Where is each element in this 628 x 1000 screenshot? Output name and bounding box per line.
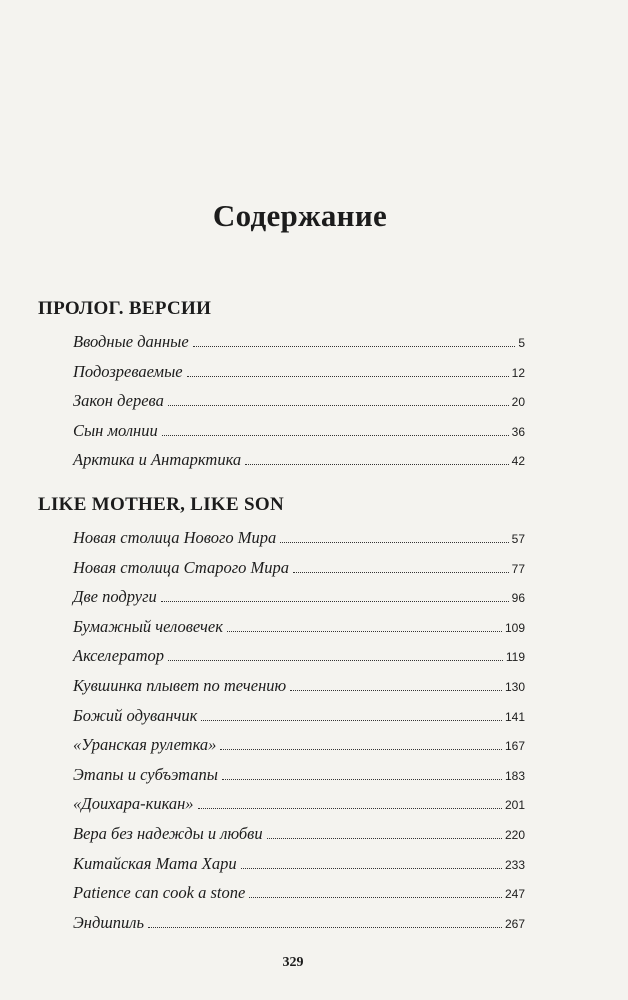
toc-entry bbox=[73, 794, 525, 824]
section-heading-like-mother: LIKE MOTHER, LIKE SON bbox=[38, 494, 284, 515]
toc-entry-page: 57 bbox=[511, 532, 525, 546]
toc-entry-title: Подозреваемые bbox=[73, 361, 183, 381]
toc-entry-page: 167 bbox=[504, 739, 525, 754]
toc-entry bbox=[73, 676, 525, 706]
dot-leader bbox=[241, 867, 502, 869]
toc-entry bbox=[73, 854, 525, 884]
toc-entry-title: Китайская Мата Хари bbox=[73, 853, 237, 873]
toc-entry-page: 96 bbox=[511, 591, 525, 606]
toc-entry-title: Кувшинка плывет по течению bbox=[73, 675, 287, 695]
toc-entry-title: Patience can cook a stone bbox=[73, 883, 246, 903]
toc-entry-page: 201 bbox=[504, 798, 525, 813]
toc-entry-title: Новая столица Нового Мира bbox=[73, 528, 277, 547]
toc-entry-title: Новая столица Старого Мира bbox=[73, 557, 290, 577]
dot-leader bbox=[222, 778, 502, 780]
toc-entry-title: Закон дерева bbox=[73, 391, 164, 411]
dot-leader bbox=[249, 896, 502, 898]
toc-entry-page: 77 bbox=[511, 561, 525, 576]
toc-entry bbox=[73, 450, 525, 480]
toc-entry-page: 109 bbox=[504, 620, 525, 635]
toc-entry-page: 20 bbox=[511, 395, 525, 410]
toc-entry-title: Эндшпиль bbox=[73, 912, 144, 932]
toc-entry-title: Сын молнии bbox=[73, 420, 158, 440]
toc-entry-title: Арктика и Антарктика bbox=[73, 450, 242, 470]
toc-entry bbox=[73, 706, 525, 736]
toc-entry bbox=[73, 587, 525, 617]
toc-entry bbox=[73, 913, 525, 943]
dot-leader bbox=[201, 719, 502, 721]
toc-entry-page: 220 bbox=[504, 827, 525, 842]
toc-entry bbox=[73, 528, 525, 558]
dot-leader bbox=[198, 807, 502, 809]
page-title: Содержание bbox=[212, 198, 388, 233]
toc-entry-page: 130 bbox=[504, 679, 525, 694]
toc-entry-page: 183 bbox=[504, 768, 525, 783]
dot-leader bbox=[162, 434, 509, 436]
toc-entry bbox=[73, 646, 525, 676]
dot-leader bbox=[220, 748, 502, 750]
toc-entry-page: 36 bbox=[511, 424, 525, 439]
toc-entry-title: «Доихара-кикан» bbox=[73, 794, 194, 814]
dot-leader bbox=[227, 630, 502, 632]
dot-leader bbox=[267, 837, 502, 839]
toc-entry bbox=[73, 362, 525, 392]
toc-entry-title: Бумажный человечек bbox=[73, 616, 223, 636]
dot-leader bbox=[168, 404, 509, 406]
toc-list-like-mother bbox=[73, 528, 525, 942]
dot-leader bbox=[168, 659, 503, 661]
dot-leader bbox=[245, 463, 508, 465]
toc-entry-page: 42 bbox=[511, 454, 525, 469]
toc-entry bbox=[73, 558, 525, 588]
toc-entry-title: Божий одуванчик bbox=[73, 705, 198, 725]
toc-entry-title: Акселератор bbox=[73, 646, 165, 666]
toc-entry bbox=[73, 421, 525, 451]
dot-leader bbox=[290, 689, 502, 691]
toc-entry-title: Вера без надежды и любви bbox=[73, 823, 263, 843]
dot-leader bbox=[187, 375, 509, 377]
toc-entry-title: Две подруги bbox=[73, 587, 157, 607]
toc-entry bbox=[73, 824, 525, 854]
toc-entry-page: 119 bbox=[505, 650, 525, 665]
toc-entry bbox=[73, 735, 525, 765]
toc-list-prologue bbox=[73, 332, 525, 480]
dot-leader bbox=[161, 600, 509, 602]
toc-entry bbox=[73, 883, 525, 913]
page-number: 329 bbox=[282, 955, 304, 970]
toc-entry-page: 5 bbox=[518, 336, 525, 350]
toc-entry-title: «Уранская рулетка» bbox=[73, 735, 217, 755]
toc-entry-title: Вводные данные bbox=[73, 332, 189, 351]
dot-leader bbox=[193, 345, 516, 347]
toc-entry bbox=[73, 765, 525, 795]
toc-entry-page: 247 bbox=[504, 887, 525, 902]
dot-leader bbox=[280, 541, 508, 543]
toc-entry-page: 12 bbox=[511, 365, 525, 380]
dot-leader bbox=[148, 926, 502, 928]
toc-entry bbox=[73, 332, 525, 362]
toc-entry bbox=[73, 391, 525, 421]
section-heading-prologue: ПРОЛОГ. ВЕРСИИ bbox=[38, 298, 212, 319]
dot-leader bbox=[293, 571, 509, 573]
toc-entry-page: 141 bbox=[504, 709, 525, 724]
toc-entry-title: Этапы и субъэтапы bbox=[73, 764, 218, 784]
toc-entry-page: 267 bbox=[504, 916, 525, 931]
toc-entry-page: 233 bbox=[504, 857, 525, 872]
toc-entry bbox=[73, 617, 525, 647]
